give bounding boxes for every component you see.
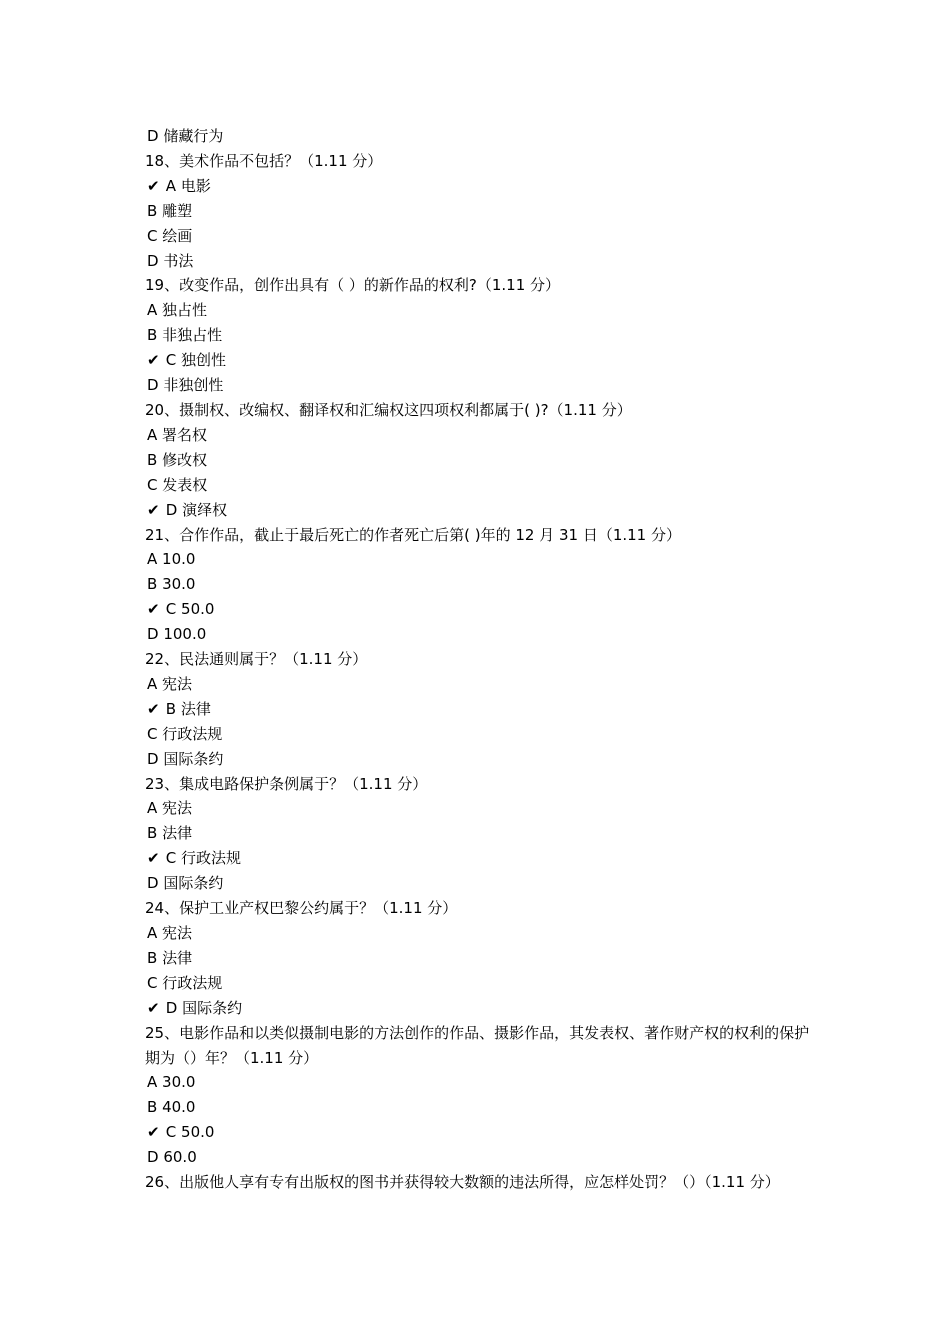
- checkmark-icon: ✔: [147, 849, 160, 868]
- option-text: 非独创性: [163, 376, 224, 395]
- answer-option: [145, 224, 815, 249]
- question-separator: 、: [164, 1023, 180, 1042]
- answer-option: [145, 174, 815, 199]
- option-label: D: [147, 749, 159, 768]
- question-number: 26: [145, 1173, 165, 1192]
- answer-option: [145, 622, 815, 647]
- option-text: 演绎权: [182, 500, 228, 519]
- question-body: 民法通则属于？（1.11 分）: [179, 650, 368, 669]
- option-label: A: [147, 301, 158, 320]
- option-text: 宪法: [162, 799, 193, 818]
- question-body: 出版他人享有专有出版权的图书并获得较大数额的违法所得，应怎样处罚？（）（1.11 分）: [179, 1173, 780, 1192]
- option-label: B: [147, 824, 158, 843]
- answer-option: [145, 796, 815, 821]
- question-text: [145, 772, 815, 797]
- option-label: D: [165, 500, 178, 519]
- question-separator: 、: [164, 151, 180, 170]
- option-label: C: [147, 973, 158, 992]
- answer-option: [145, 1120, 815, 1145]
- answer-option: [145, 199, 815, 224]
- option-text: 非独占性: [162, 326, 223, 345]
- option-text: 发表权: [162, 475, 208, 494]
- answer-option: [145, 423, 815, 448]
- question-number: 18: [145, 151, 165, 170]
- question-separator: 、: [164, 400, 180, 419]
- option-label: B: [147, 326, 158, 345]
- option-label: B: [147, 1098, 158, 1117]
- option-label: C: [147, 475, 158, 494]
- option-text: 10.0: [162, 550, 196, 569]
- answer-option: [145, 846, 815, 871]
- option-label: C: [165, 1123, 177, 1142]
- answer-option: [145, 249, 815, 274]
- checkmark-icon: ✔: [147, 176, 160, 195]
- option-text: 署名权: [162, 425, 208, 444]
- answer-option: [145, 572, 815, 597]
- answer-option: [145, 996, 815, 1021]
- option-text: 30.0: [162, 575, 196, 594]
- checkmark-icon: ✔: [147, 351, 160, 370]
- question-separator: 、: [164, 650, 180, 669]
- question-body: 改变作品，创作出具有（ ）的新作品的权利?（1.11 分）: [179, 276, 561, 295]
- option-label: A: [147, 1073, 158, 1092]
- question-separator: 、: [164, 1173, 180, 1192]
- checkmark-icon: ✔: [147, 1123, 160, 1142]
- question-number: 20: [145, 400, 165, 419]
- answer-option: [145, 498, 815, 523]
- question-number: 21: [145, 525, 165, 544]
- question-number: 25: [145, 1023, 165, 1042]
- question-separator: 、: [164, 525, 180, 544]
- answer-option: [145, 921, 815, 946]
- question-text: [145, 1021, 815, 1071]
- answer-option: [145, 597, 815, 622]
- option-label: D: [147, 251, 159, 270]
- answer-option: [145, 473, 815, 498]
- answer-option: [145, 672, 815, 697]
- option-text: 国际条约: [163, 874, 224, 893]
- question-body: 摄制权、改编权、翻译权和汇编权这四项权利都属于( )?（1.11 分）: [179, 400, 632, 419]
- option-label: D: [147, 376, 159, 395]
- question-separator: 、: [164, 276, 180, 295]
- option-label: A: [147, 799, 158, 818]
- option-text: 50.0: [181, 1123, 215, 1142]
- option-label: A: [165, 176, 177, 195]
- option-label: D: [165, 998, 178, 1017]
- option-label: A: [147, 674, 158, 693]
- answer-option: [145, 722, 815, 747]
- question-text: [145, 896, 815, 921]
- question-number: 24: [145, 899, 165, 918]
- option-text: 100.0: [163, 625, 207, 644]
- question-number: 22: [145, 650, 165, 669]
- answer-option: [145, 298, 815, 323]
- question-body: 电影作品和以类似摄制电影的方法创作的作品、摄影作品，其发表权、著作财产权的权利的保护期为（）年？（1.11 分）: [145, 1023, 810, 1067]
- option-text: 宪法: [162, 924, 193, 942]
- question-number: 19: [145, 276, 165, 295]
- question-body: 保护工业产权巴黎公约属于？（1.11 分）: [179, 899, 458, 918]
- answer-option: [145, 1095, 815, 1120]
- answer-option: [145, 448, 815, 473]
- answer-option: [145, 348, 815, 373]
- quiz-content: [145, 124, 815, 1195]
- option-text: 法律: [180, 699, 211, 718]
- option-text: 50.0: [181, 600, 215, 619]
- answer-option: [145, 946, 815, 971]
- option-label: D: [147, 874, 159, 893]
- answer-option: [145, 323, 815, 348]
- answer-option: [145, 1145, 815, 1170]
- question-body: 合作作品，截止于最后死亡的作者死亡后第( )年的 12 月 31 日（1.11 分）: [179, 525, 681, 544]
- checkmark-icon: ✔: [147, 699, 160, 718]
- option-text: 雕塑: [162, 201, 193, 220]
- question-text: [145, 273, 815, 298]
- option-text: 绘画: [162, 226, 193, 245]
- answer-option: [145, 124, 815, 149]
- checkmark-icon: ✔: [147, 600, 160, 619]
- option-text: 独创性: [181, 351, 227, 370]
- option-text: 修改权: [162, 450, 208, 469]
- option-label: C: [147, 226, 158, 245]
- option-label: B: [147, 948, 158, 967]
- answer-option: [145, 1070, 815, 1095]
- option-label: D: [147, 1148, 159, 1167]
- option-label: A: [147, 924, 158, 942]
- answer-option: [145, 971, 815, 996]
- option-text: 国际条约: [163, 749, 224, 768]
- option-label: B: [147, 450, 158, 469]
- option-text: 行政法规: [181, 849, 242, 868]
- question-text: [145, 1170, 815, 1195]
- option-label: C: [165, 849, 177, 868]
- option-label: C: [165, 351, 177, 370]
- answer-option: [145, 547, 815, 572]
- option-text: 30.0: [162, 1073, 196, 1092]
- option-label: D: [147, 127, 159, 145]
- option-text: 独占性: [162, 301, 208, 320]
- option-text: 行政法规: [162, 973, 223, 992]
- option-text: 国际条约: [182, 998, 243, 1017]
- option-text: 书法: [163, 251, 194, 270]
- answer-option: [145, 871, 815, 896]
- answer-option: [145, 747, 815, 772]
- option-label: C: [147, 724, 158, 743]
- question-body: 美术作品不包括？（1.11 分）: [179, 151, 383, 170]
- question-number: 23: [145, 774, 165, 793]
- question-text: [145, 149, 815, 174]
- option-label: B: [147, 575, 158, 594]
- option-text: 储藏行为: [163, 127, 224, 145]
- option-text: 电影: [180, 176, 211, 195]
- option-text: 法律: [162, 824, 193, 843]
- checkmark-icon: ✔: [147, 998, 160, 1017]
- answer-option: [145, 373, 815, 398]
- question-separator: 、: [164, 899, 180, 918]
- question-text: [145, 647, 815, 672]
- option-text: 60.0: [163, 1148, 197, 1167]
- option-label: B: [165, 699, 177, 718]
- option-label: B: [147, 201, 158, 220]
- checkmark-icon: ✔: [147, 500, 160, 519]
- question-text: [145, 398, 815, 423]
- answer-option: [145, 821, 815, 846]
- option-label: A: [147, 425, 158, 444]
- option-label: C: [165, 600, 177, 619]
- option-label: A: [147, 550, 158, 569]
- option-text: 40.0: [162, 1098, 196, 1117]
- answer-option: [145, 697, 815, 722]
- option-text: 法律: [162, 948, 193, 967]
- question-separator: 、: [164, 774, 180, 793]
- option-label: D: [147, 625, 159, 644]
- option-text: 宪法: [162, 674, 193, 693]
- question-body: 集成电路保护条例属于？（1.11 分）: [179, 774, 428, 793]
- question-text: [145, 523, 815, 548]
- option-text: 行政法规: [162, 724, 223, 743]
